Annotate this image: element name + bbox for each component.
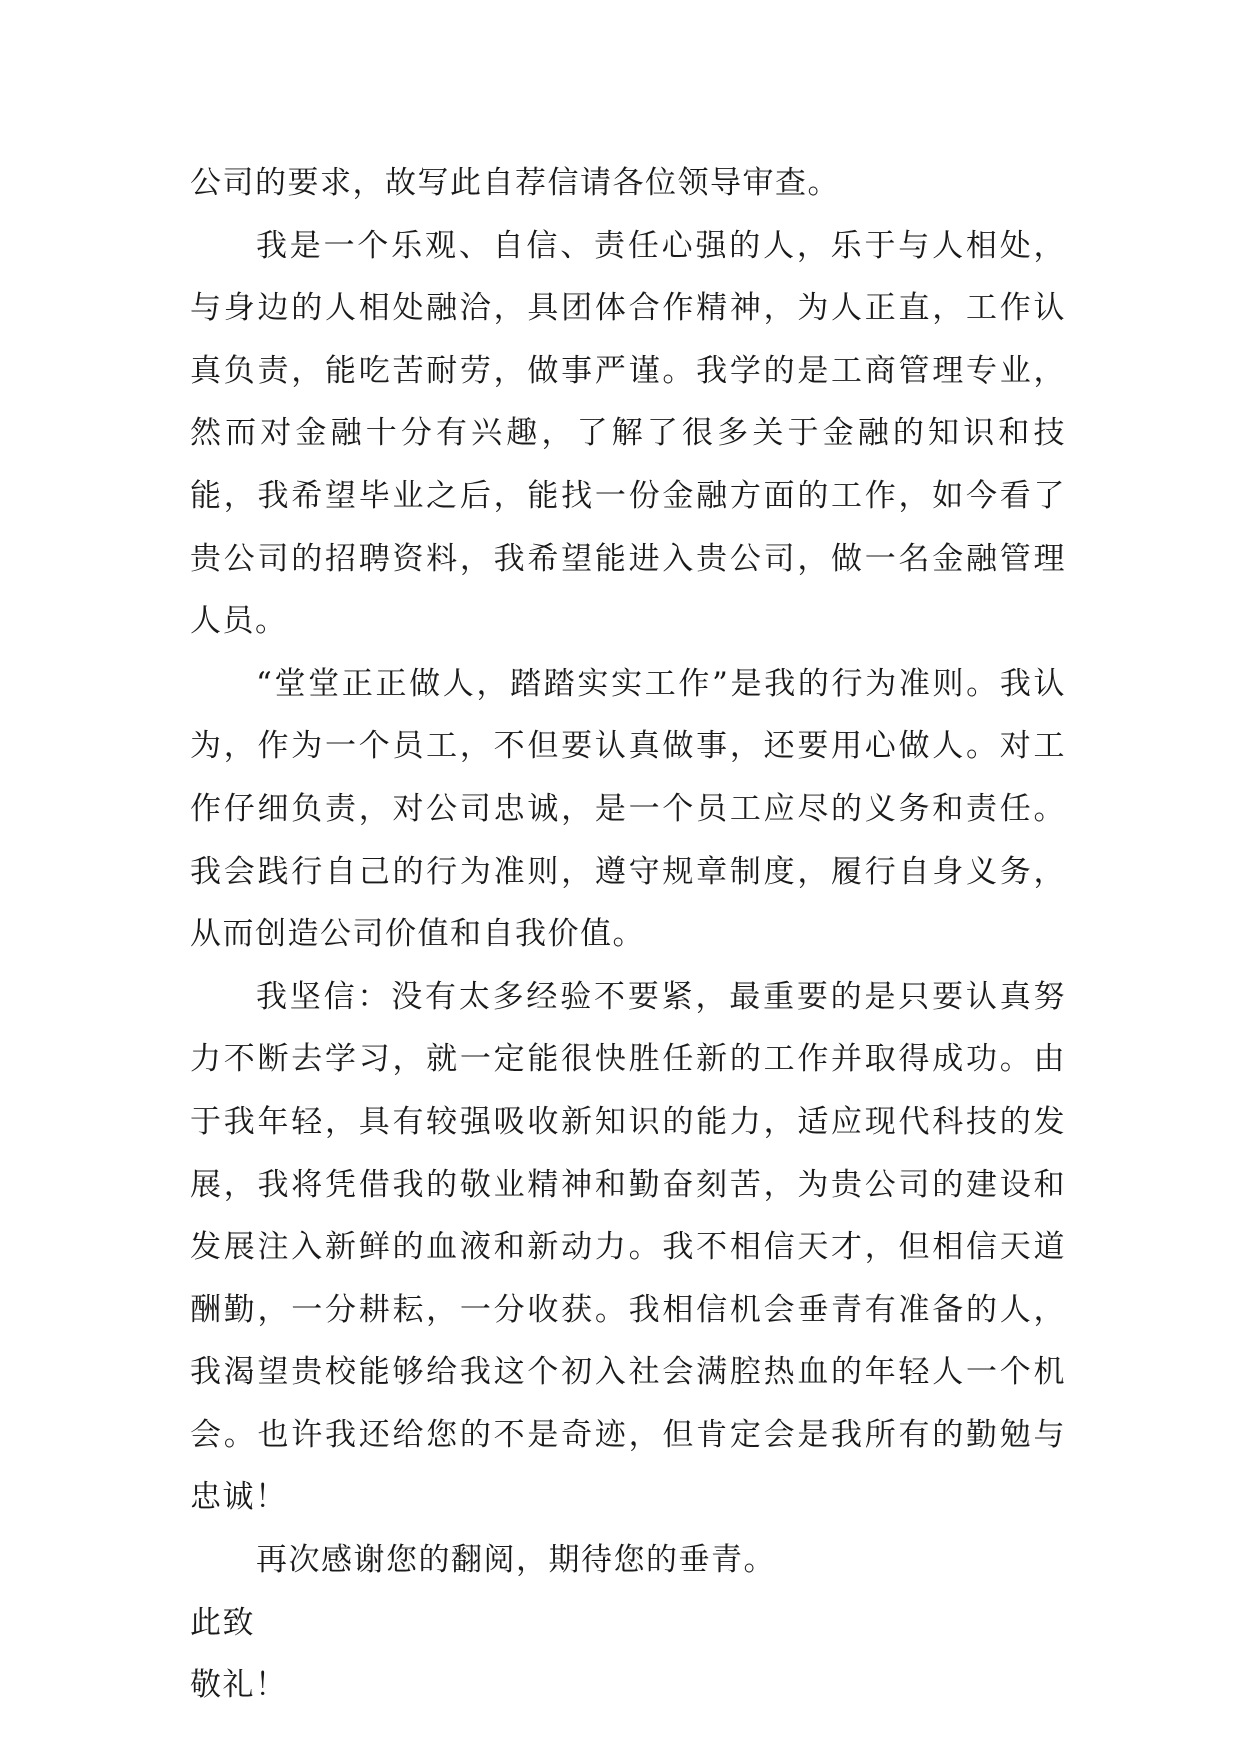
closing-regards: 敬礼！ — [190, 1667, 288, 1704]
closing-salutation: 此致 — [190, 1604, 255, 1641]
paragraph-5: 再次感谢您的翻阅，期待您的垂青。 — [256, 1542, 776, 1579]
paragraph-4: 我坚信：没有太多经验不要紧，最重要的是只要认真努力不断去学习，就一定能很快胜任新的工作并取得成功。由于我年轻，具有较强吸收新知识的能力，适应现代科技的发展，我将凭借我的敬业精神和勤奋刻苦，为贵公司的建设和发展注入新鲜的血液和新动力。我不相信天才，但相信天道酬勤，一分耕耘，一分收获。我相信机会垂青有准备的人，我渴望贵校能够给我这个初入社会满腔热血的年轻人一个机会。也许我还给您的不是奇迹，但肯定会是我所有的勤勉与忠诚！ — [190, 978, 1066, 1516]
paragraph-3: “堂堂正正做人，踏踏实实工作”是我的行为准则。我认为，作为一个员工，不但要认真做事，还要用心做人。对工作仔细负责，对公司忠诚，是一个员工应尽的义务和责任。我会践行自己的行为准则，遵守规章制度，履行自身义务，从而创造公司价值和自我价值。 — [190, 665, 1066, 953]
paragraph-1: 公司的要求，故写此自荐信请各位领导审查。 — [190, 165, 840, 201]
paragraph-2: 我是一个乐观、自信、责任心强的人，乐于与人相处，与身边的人相处融洽，具团体合作精神，为人正直，工作认真负责，能吃苦耐劳，做事严谨。我学的是工商管理专业，然而对金融十分有兴趣，了解了很多关于金融的知识和技能，我希望毕业之后，能找一份金融方面的工作，如今看了贵公司的招聘资料，我希望能进入贵公司，做一名金融管理人员。 — [190, 227, 1066, 640]
letter-body — [190, 152, 1066, 1717]
